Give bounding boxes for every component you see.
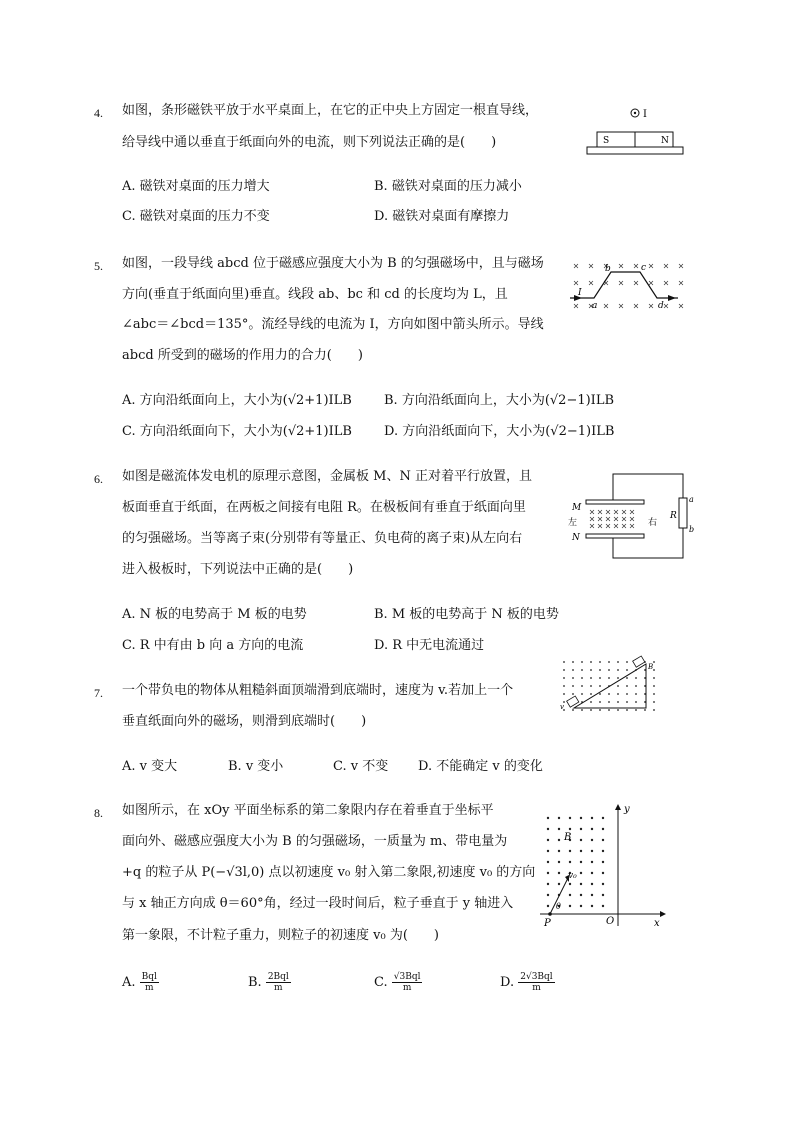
label-right: 右	[648, 518, 658, 528]
field-dot-mark	[580, 828, 582, 830]
question-text-line: 面向外、磁感应强度大小为 B 的匀强磁场，一质量为 m、带电量为	[122, 834, 508, 849]
fraction: $\frac{\text{2Bql}}{m}$	[267, 972, 289, 993]
field-dot-mark	[563, 669, 565, 671]
field-dot-mark	[558, 850, 560, 852]
field-cross-mark	[649, 281, 653, 285]
label-d: d	[658, 301, 664, 311]
question-text-line: 如图，条形磁铁平放于水平桌面上，在它的正中央上方固定一根直导线，	[122, 103, 539, 118]
label-O: O	[606, 916, 615, 927]
question-text-line: 如图所示，在 xOy 平面坐标系的第二象限内存在着垂直于坐标平	[122, 803, 494, 818]
field-dot-mark	[590, 685, 592, 687]
field-cross-mark	[614, 517, 618, 521]
question-text-line: 方向(垂直于纸面向里)垂直。线段 ab、bc 和 cd 的长度均为 L，且	[122, 287, 508, 302]
field-dot-mark	[653, 693, 655, 695]
field-dot-mark	[558, 872, 560, 874]
option-c[interactable]: C. 磁铁对桌面的压力不变	[122, 209, 270, 224]
field-cross-mark	[649, 304, 653, 308]
label-v0: v₀	[568, 871, 577, 881]
field-dot-mark	[602, 883, 604, 885]
field-cross-mark	[574, 304, 578, 308]
field-dot-mark	[599, 669, 601, 671]
field-dot-mark	[635, 693, 637, 695]
field-dot-mark	[580, 861, 582, 863]
resistor-r	[679, 498, 687, 528]
question-number: 8.	[94, 806, 103, 820]
field-cross-mark	[664, 281, 668, 285]
field-dot-mark	[617, 709, 619, 711]
question-number: 4.	[94, 106, 103, 120]
incline-figure	[558, 656, 664, 718]
label-a: a	[592, 301, 598, 311]
current-label: I	[643, 109, 647, 120]
field-cross-mark	[679, 264, 683, 268]
label-theta: θ	[556, 902, 561, 911]
field-dot-mark	[558, 817, 560, 819]
field-cross-mark	[606, 524, 610, 528]
magnetic-field-into-page	[590, 510, 634, 528]
option-a[interactable]: A. 磁铁对桌面的压力增大	[122, 179, 270, 194]
field-cross-mark	[619, 281, 623, 285]
field-dot-mark	[599, 685, 601, 687]
field-dot-mark	[547, 905, 549, 907]
field-dot-mark	[635, 709, 637, 711]
label-B: B	[648, 663, 654, 671]
field-dot-mark	[617, 693, 619, 695]
plate-m	[586, 500, 644, 504]
option-a[interactable]: A. $\frac{\text{Bql}}{m}$	[122, 972, 157, 993]
label-R: R	[670, 511, 677, 521]
field-dot-mark	[580, 817, 582, 819]
field-cross-mark	[619, 264, 623, 268]
wire-abcd	[570, 272, 678, 298]
field-dot-mark	[653, 709, 655, 711]
field-cross-mark	[606, 510, 610, 514]
field-dot-mark	[602, 861, 604, 863]
magnet-figure	[585, 104, 685, 158]
field-dot-mark	[591, 894, 593, 896]
label-I: I	[578, 288, 582, 298]
x-axis-arrow-icon	[660, 911, 666, 917]
field-dot-mark	[602, 817, 604, 819]
field-cross-mark	[630, 517, 634, 521]
question-number: 5.	[94, 259, 103, 273]
field-dot-mark	[608, 709, 610, 711]
field-cross-mark	[574, 281, 578, 285]
table-top	[587, 147, 683, 154]
field-cross-mark	[589, 281, 593, 285]
field-cross-mark	[634, 304, 638, 308]
magnetic-field-out-of-page	[547, 817, 604, 907]
field-dot-mark	[602, 828, 604, 830]
field-dot-mark	[590, 677, 592, 679]
question-text-line: 进入极板时，下列说法中正确的是( )	[122, 562, 354, 577]
field-dot-mark	[558, 883, 560, 885]
field-cross-mark	[619, 304, 623, 308]
question-text-line: 的匀强磁场。当等离子束(分别带有等量正、负电荷的离子束)从左向右	[122, 531, 523, 546]
label-x: x	[654, 918, 660, 929]
field-dot-mark	[599, 701, 601, 703]
option-c[interactable]: C. v 不变	[333, 759, 389, 774]
magnet-s-label: S	[603, 136, 610, 146]
field-dot-mark	[608, 677, 610, 679]
field-cross-mark	[679, 281, 683, 285]
field-dot-mark	[591, 839, 593, 841]
field-dot-mark	[590, 669, 592, 671]
field-dot-mark	[569, 905, 571, 907]
field-dot-mark	[602, 872, 604, 874]
field-dot-mark	[581, 669, 583, 671]
field-dot-mark	[547, 883, 549, 885]
question-number: 7.	[94, 686, 103, 700]
question-text-line: 板面垂直于纸面，在两板之间接有电阻 R。在极板间有垂直于纸面向里	[122, 500, 526, 515]
field-dot-mark	[569, 817, 571, 819]
field-dot-mark	[653, 677, 655, 679]
field-dot-mark	[572, 693, 574, 695]
field-cross-mark	[679, 304, 683, 308]
label-c: c	[641, 263, 647, 273]
mhd-generator-figure	[568, 470, 698, 562]
field-dot-mark	[635, 677, 637, 679]
option-d[interactable]: D. 不能确定 v 的变化	[418, 759, 543, 774]
y-axis-arrow-icon	[615, 804, 621, 810]
question-text-line: 一个带负电的物体从粗糙斜面顶端滑到底端时，速度为 v.若加上一个	[122, 683, 514, 698]
field-dot-mark	[547, 817, 549, 819]
field-dot-mark	[617, 677, 619, 679]
field-dot-mark	[563, 661, 565, 663]
label-b: b	[605, 264, 611, 274]
question-text-line: 与 x 轴正方向成 θ＝60°角，经过一段时间后，粒子垂直于 y 轴进入	[122, 896, 514, 911]
field-dot-mark	[590, 661, 592, 663]
label-a: a	[689, 495, 694, 504]
field-cross-mark	[590, 524, 594, 528]
field-dot-mark	[653, 685, 655, 687]
field-dot-mark	[599, 709, 601, 711]
field-cross-mark	[622, 510, 626, 514]
field-dot-mark	[635, 701, 637, 703]
field-dot-mark	[608, 701, 610, 703]
label-b: b	[689, 525, 695, 534]
field-dot-mark	[590, 701, 592, 703]
field-dot-mark	[547, 872, 549, 874]
option-d[interactable]: D. 方向沿纸面向下，大小为(√2−1)ILB	[384, 424, 615, 439]
field-dot-mark	[626, 685, 628, 687]
label-y: y	[624, 804, 630, 815]
field-dot-mark	[580, 872, 582, 874]
field-dot-mark	[591, 861, 593, 863]
field-dot-mark	[626, 677, 628, 679]
field-dot-mark	[580, 883, 582, 885]
field-dot-mark	[563, 693, 565, 695]
field-dot-mark	[547, 894, 549, 896]
field-dot-mark	[569, 894, 571, 896]
option-c[interactable]: C. $\frac{\text{√3Bql}}{m}$	[374, 972, 421, 993]
fraction: $\frac{\text{Bql}}{m}$	[141, 972, 157, 993]
question-text-line: 第一象限，不计粒子重力，则粒子的初速度 v₀ 为( )	[122, 928, 439, 943]
field-dot-mark	[572, 709, 574, 711]
option-d[interactable]: D. 磁铁对桌面有摩擦力	[374, 209, 510, 224]
field-dot-mark	[547, 828, 549, 830]
field-dot-mark	[580, 850, 582, 852]
field-cross-mark	[622, 517, 626, 521]
field-dot-mark	[602, 850, 604, 852]
option-b[interactable]: B. 磁铁对桌面的压力减小	[374, 179, 522, 194]
fraction: $\frac{\text{2√3Bql}}{m}$	[520, 972, 553, 993]
question-text-line: 给导线中通以垂直于纸面向外的电流，则下列说法正确的是( )	[122, 135, 497, 150]
field-dot-mark	[558, 861, 560, 863]
field-dot-mark	[602, 839, 604, 841]
option-b[interactable]: B. v 变小	[228, 759, 284, 774]
field-dot-mark	[569, 861, 571, 863]
label-N: N	[572, 533, 580, 543]
field-dot-mark	[608, 661, 610, 663]
fraction: $\frac{\text{√3Bql}}{m}$	[393, 972, 421, 993]
field-cross-mark	[598, 524, 602, 528]
field-dot-mark	[626, 669, 628, 671]
question-text-line: ∠abc＝∠bcd＝135°。流经导线的电流为 I，方向如图中箭头所示。导线	[122, 317, 544, 332]
field-cross-mark	[614, 524, 618, 528]
field-dot-mark	[581, 677, 583, 679]
option-a[interactable]: A. v 变大	[122, 759, 178, 774]
field-cross-mark	[590, 517, 594, 521]
bent-wire-figure	[568, 258, 688, 316]
field-dot-mark	[599, 693, 601, 695]
field-cross-mark	[606, 517, 610, 521]
field-dot-mark	[563, 685, 565, 687]
field-dot-mark	[581, 709, 583, 711]
label-B: B	[564, 832, 572, 843]
field-dot-mark	[644, 709, 646, 711]
field-dot-mark	[563, 677, 565, 679]
field-dot-mark	[547, 839, 549, 841]
field-dot-mark	[653, 701, 655, 703]
field-cross-mark	[614, 510, 618, 514]
field-dot-mark	[591, 883, 593, 885]
option-c[interactable]: C. 方向沿纸面向下，大小为(√2+1)ILB	[122, 424, 352, 439]
field-cross-mark	[664, 304, 668, 308]
field-cross-mark	[604, 304, 608, 308]
field-cross-mark	[598, 510, 602, 514]
field-dot-mark	[591, 828, 593, 830]
field-dot-mark	[580, 894, 582, 896]
field-dot-mark	[558, 828, 560, 830]
field-dot-mark	[591, 850, 593, 852]
field-dot-mark	[572, 661, 574, 663]
field-dot-mark	[626, 701, 628, 703]
current-arrow-icon	[668, 295, 676, 301]
field-dot-mark	[591, 905, 593, 907]
field-cross-mark	[634, 281, 638, 285]
field-dot-mark	[547, 861, 549, 863]
field-dot-mark	[617, 669, 619, 671]
field-dot-mark	[635, 685, 637, 687]
field-dot-mark	[580, 839, 582, 841]
field-cross-mark	[574, 264, 578, 268]
label-v: v	[560, 703, 564, 711]
field-dot-mark	[580, 905, 582, 907]
field-cross-mark	[630, 510, 634, 514]
field-dot-mark	[617, 661, 619, 663]
field-dot-mark	[581, 661, 583, 663]
block-bottom	[567, 696, 579, 707]
field-dot-mark	[599, 677, 601, 679]
label-left: 左	[568, 518, 578, 528]
field-cross-mark	[649, 264, 653, 268]
option-c[interactable]: C. R 中有由 b 向 a 方向的电流	[122, 638, 304, 653]
field-dot-mark	[626, 709, 628, 711]
field-cross-mark	[664, 264, 668, 268]
field-dot-mark	[581, 693, 583, 695]
field-cross-mark	[622, 524, 626, 528]
field-dot-mark	[590, 709, 592, 711]
field-dot-mark	[572, 677, 574, 679]
field-cross-mark	[634, 264, 638, 268]
field-dot-mark	[572, 669, 574, 671]
field-dot-mark	[590, 693, 592, 695]
field-dot-mark	[602, 905, 604, 907]
field-dot-mark	[602, 894, 604, 896]
field-cross-mark	[598, 517, 602, 521]
field-dot-mark	[581, 685, 583, 687]
field-cross-mark	[590, 510, 594, 514]
field-dot-mark	[572, 685, 574, 687]
label-P: P	[544, 918, 551, 929]
field-dot-mark	[653, 661, 655, 663]
field-dot-mark	[626, 661, 628, 663]
magnet-n-label: N	[661, 136, 669, 146]
field-dot-mark	[626, 693, 628, 695]
question-text-line: +q 的粒子从 P(−√3l,0) 点以初速度 v₀ 射入第二象限,初速度 v₀ 的方向	[122, 865, 536, 880]
option-b[interactable]: B. 方向沿纸面向上，大小为(√2−1)ILB	[384, 393, 615, 408]
field-cross-mark	[630, 524, 634, 528]
field-dot-mark	[558, 839, 560, 841]
question-text-line: 如图，一段导线 abcd 位于磁感应强度大小为 B 的匀强磁场中，且与磁场	[122, 256, 544, 271]
option-a[interactable]: A. 方向沿纸面向上，大小为(√2+1)ILB	[122, 393, 352, 408]
magnetic-field-into-page	[574, 264, 683, 308]
field-dot-mark	[617, 685, 619, 687]
question-number: 6.	[94, 472, 103, 486]
coordinate-figure	[538, 802, 668, 928]
field-dot-mark	[569, 850, 571, 852]
field-dot-mark	[608, 693, 610, 695]
label-M: M	[572, 503, 582, 513]
field-dot-mark	[569, 883, 571, 885]
field-dot-mark	[608, 669, 610, 671]
field-dot-mark	[591, 872, 593, 874]
field-dot-mark	[599, 661, 601, 663]
option-d[interactable]: D. $\frac{\text{2√3Bql}}{m}$	[500, 972, 553, 993]
field-dot-mark	[591, 817, 593, 819]
plate-n	[586, 534, 644, 538]
field-cross-mark	[589, 264, 593, 268]
option-b[interactable]: B. $\frac{\text{2Bql}}{m}$	[248, 972, 289, 993]
field-dot-mark	[569, 828, 571, 830]
option-b[interactable]: B. M 板的电势高于 N 板的电势	[374, 607, 559, 622]
field-dot-mark	[653, 669, 655, 671]
question-text-line: 如图是磁流体发电机的原理示意图，金属板 M、N 正对着平行放置，且	[122, 469, 532, 484]
field-dot-mark	[617, 701, 619, 703]
option-a[interactable]: A. N 板的电势高于 M 板的电势	[122, 607, 307, 622]
field-dot-mark	[547, 850, 549, 852]
question-text-line: 垂直纸面向外的磁场，则滑到底端时( )	[122, 714, 367, 729]
question-text-line: abcd 所受到的磁场的作用力的合力( )	[122, 348, 363, 363]
option-d[interactable]: D. R 中无电流通过	[374, 638, 485, 653]
